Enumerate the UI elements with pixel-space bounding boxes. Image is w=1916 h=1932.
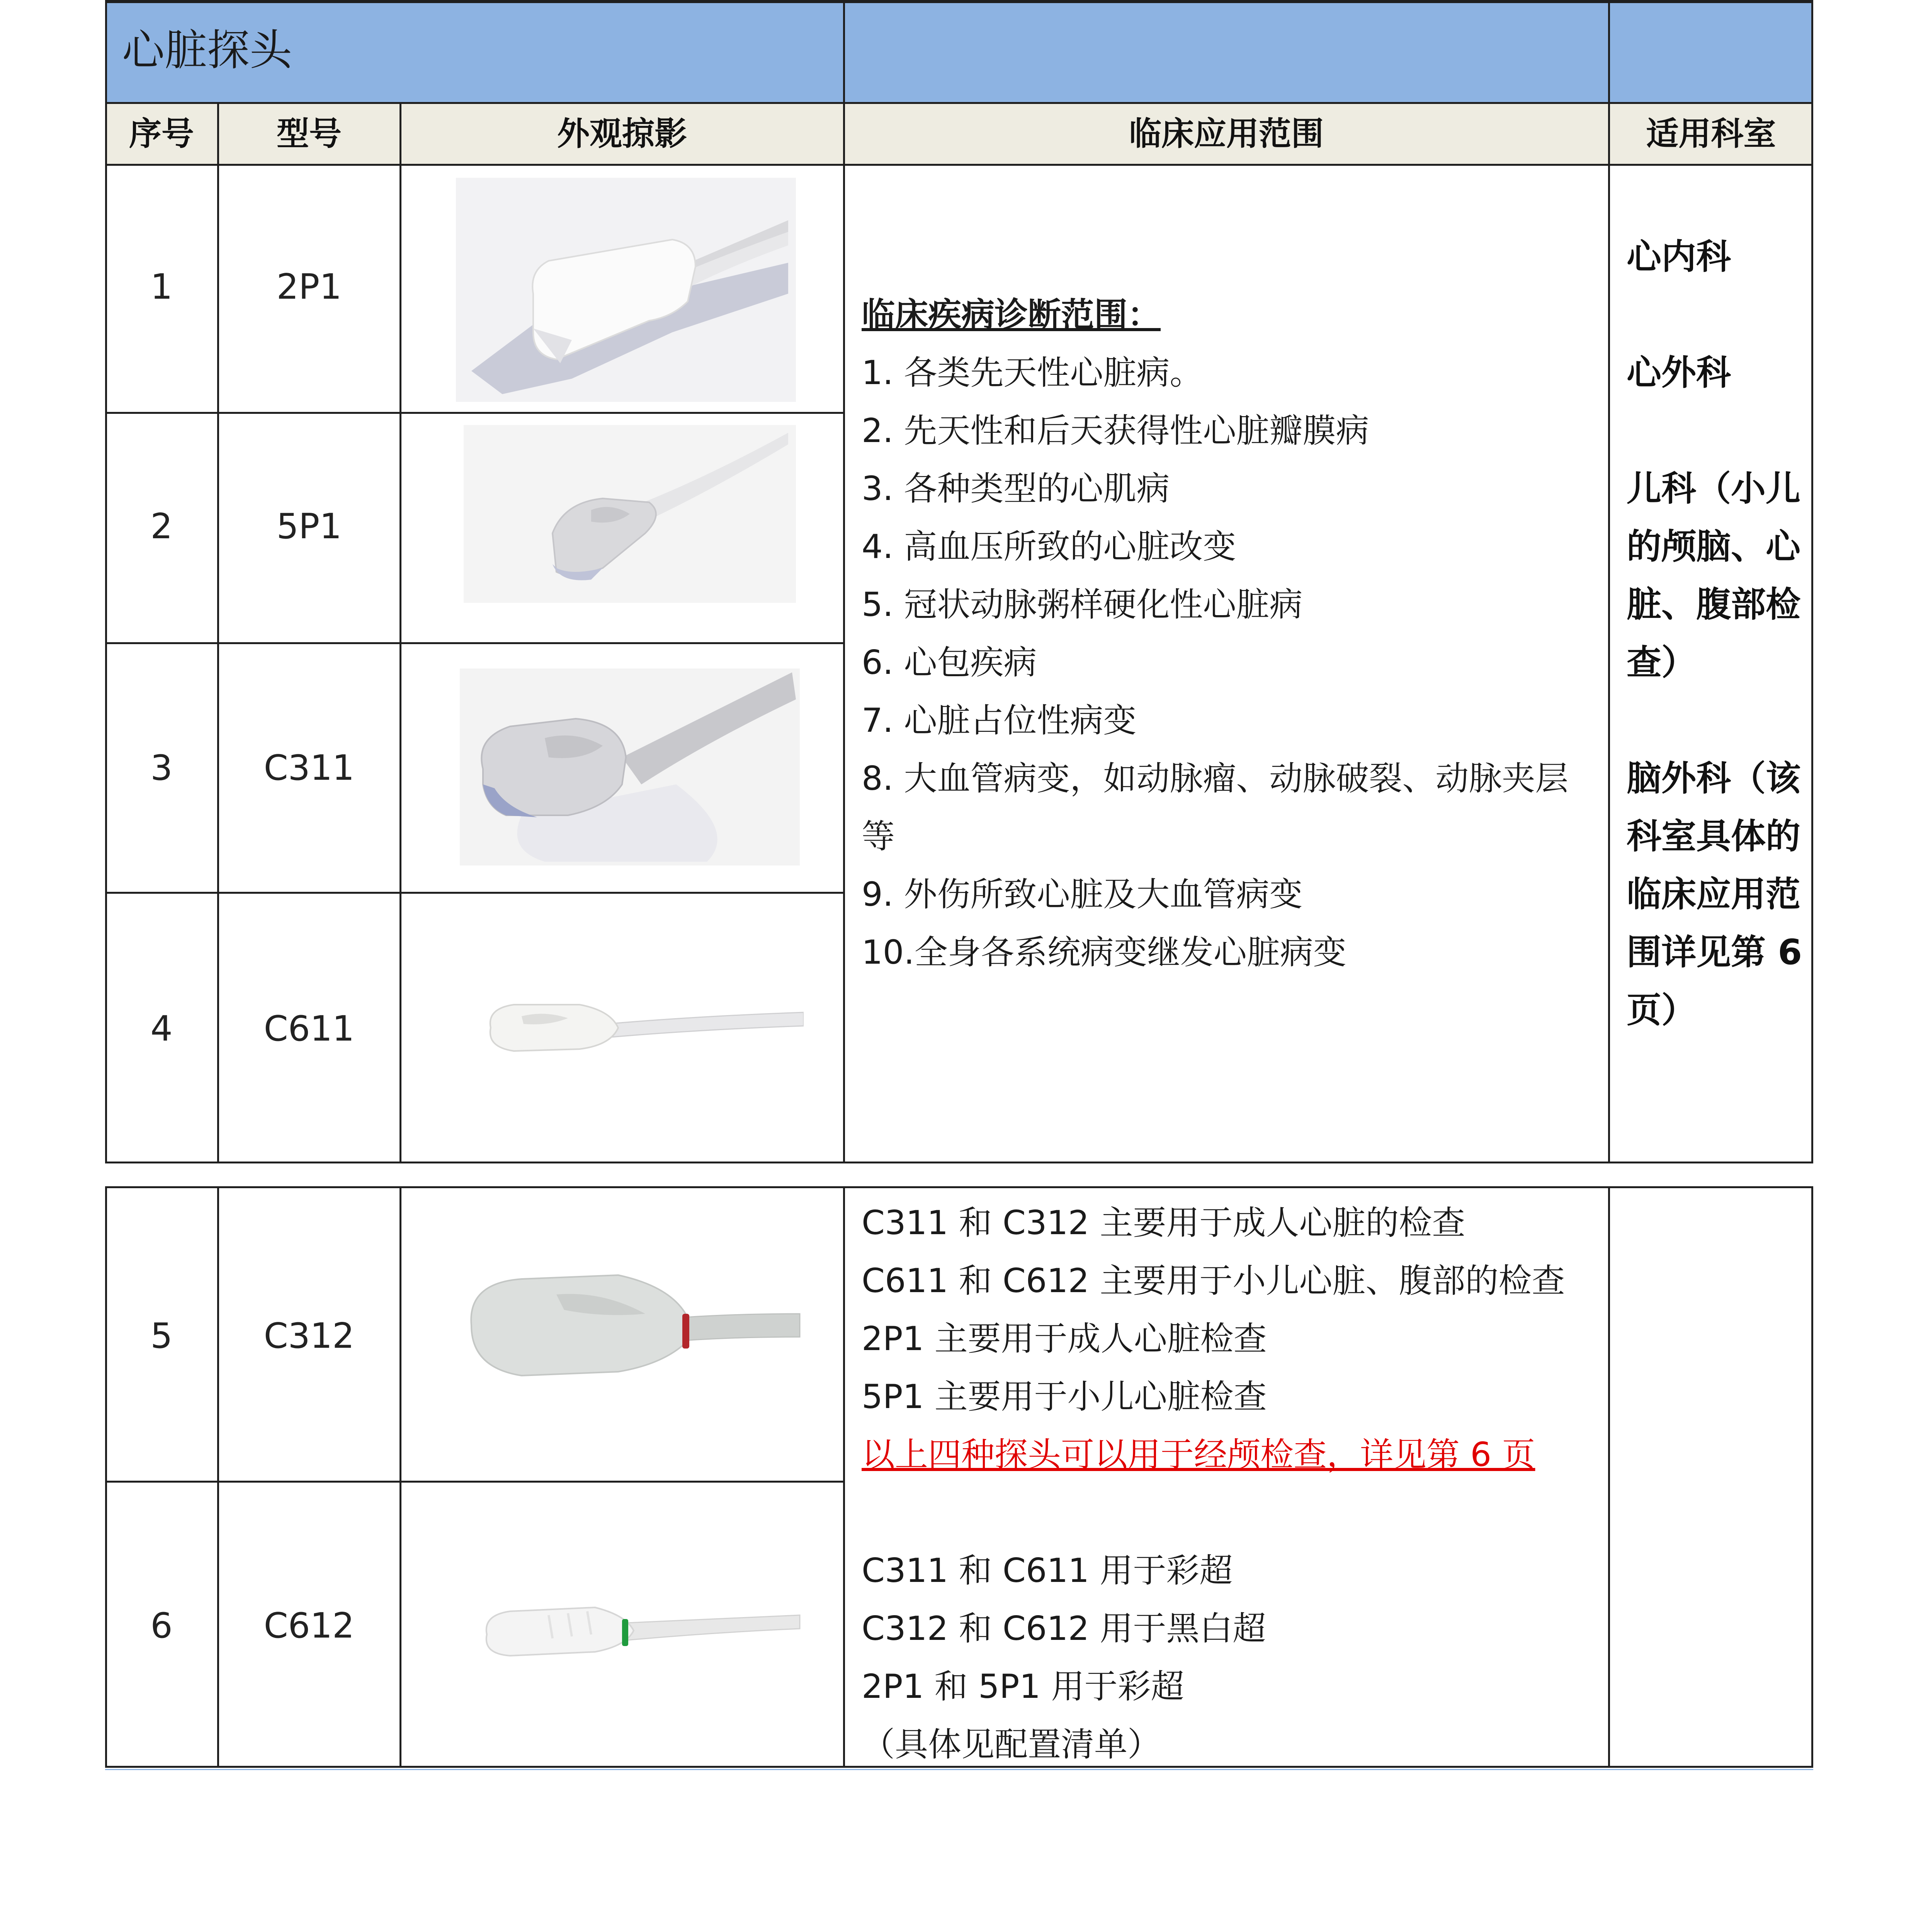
clinical-item: 3. 各种类型的心肌病: [862, 469, 1170, 508]
table2-col-border: [217, 1186, 219, 1768]
row-no: 5: [150, 1316, 173, 1356]
convex-probe-icon: [460, 668, 800, 866]
header-model: 型号: [218, 103, 400, 165]
table2-left-border: [105, 1186, 107, 1768]
header-no: 序号: [105, 103, 218, 165]
clinical-item: 6. 心包疾病: [862, 643, 1037, 682]
row-divider: [105, 412, 844, 414]
table1-col-border: [400, 103, 401, 1163]
header-photo: 外观掠影: [400, 103, 844, 165]
dept-neurosurgery-line: 页）: [1627, 990, 1696, 1031]
table1-bottom-border: [105, 1162, 1813, 1163]
row-no: 1: [150, 267, 173, 307]
row-model: C611: [264, 1009, 355, 1049]
dept-cardiac-surgery: 心外科: [1627, 352, 1731, 393]
note-line: C312 和 C612 用于黑白超: [862, 1609, 1266, 1648]
clinical-item: 2. 先天性和后天获得性心脏瓣膜病: [862, 412, 1369, 450]
section-title-bar: [105, 3, 1813, 103]
sector-probe-icon: [456, 178, 796, 402]
micro-convex-probe-green-band-icon: [479, 1592, 804, 1669]
row-model: C312: [264, 1316, 355, 1356]
clinical-item: 7. 心脏占位性病变: [862, 701, 1137, 740]
table1-top-border: [105, 0, 1813, 3]
table2-col-border: [1608, 1186, 1610, 1768]
table1-left-border: [105, 0, 107, 1163]
clinical-item: 9. 外伤所致心脏及大血管病变: [862, 875, 1303, 914]
row-divider: [105, 642, 844, 644]
dept-neurosurgery-line: 围详见第 6: [1627, 932, 1802, 973]
note-line: 2P1 主要用于成人心脏检查: [862, 1320, 1267, 1358]
row-divider: [105, 892, 844, 894]
table1-col-border: [217, 103, 219, 1163]
row-model: 2P1: [276, 267, 342, 307]
row-no: 3: [150, 748, 173, 788]
table1-col-border: [843, 0, 845, 1163]
note-line: 2P1 和 5P1 用于彩超: [862, 1667, 1184, 1706]
micro-convex-probe-icon: [479, 989, 804, 1066]
convex-probe-red-band-icon: [464, 1260, 804, 1383]
small-sector-probe-icon: [464, 425, 796, 603]
note-line: C311 和 C611 用于彩超: [862, 1551, 1233, 1590]
table2-col-border: [843, 1186, 845, 1768]
clinical-item: 10.全身各系统病变继发心脏病变: [862, 933, 1346, 972]
dept-cardiology: 心内科: [1627, 236, 1731, 277]
dept-neurosurgery-line: 临床应用范: [1627, 874, 1800, 915]
row-no: 4: [150, 1009, 173, 1049]
clinical-item: 5. 冠状动脉粥样硬化性心脏病: [862, 585, 1303, 624]
clinical-item: 等: [862, 817, 895, 856]
note-line: C311 和 C312 主要用于成人心脏的检查: [862, 1204, 1465, 1242]
dept-pediatrics-line: 儿科（小儿: [1627, 468, 1800, 509]
header-clinical: 临床应用范围: [844, 103, 1609, 165]
table1-header-border: [105, 164, 1813, 166]
table2-top-border: [105, 1186, 1813, 1188]
table1-right-border: [1811, 0, 1813, 1163]
clinical-item: 4. 高血压所致的心脏改变: [862, 527, 1236, 566]
row-model: C311: [264, 748, 355, 788]
row-model: 5P1: [276, 506, 342, 547]
note-line: （具体见配置清单）: [862, 1725, 1161, 1764]
clinical-heading: 临床疾病诊断范围：: [862, 296, 1161, 334]
dept-pediatrics-line: 的颅脑、心: [1627, 526, 1800, 567]
row-divider: [105, 1481, 844, 1483]
dept-neurosurgery-line: 科室具体的: [1627, 816, 1800, 857]
note-line: 5P1 主要用于小儿心脏检查: [862, 1378, 1267, 1416]
transcranial-note-link[interactable]: 以上四种探头可以用于经颅检查，详见第 6 页: [862, 1435, 1535, 1474]
note-line: C611 和 C612 主要用于小儿心脏、腹部的检查: [862, 1262, 1565, 1300]
row-no: 6: [150, 1605, 173, 1646]
table2-col-border: [400, 1186, 401, 1768]
clinical-item: 8. 大血管病变，如动脉瘤、动脉破裂、动脉夹层: [862, 759, 1569, 798]
table1-col-border: [1608, 0, 1610, 1163]
header-dept: 适用科室: [1609, 103, 1813, 165]
dept-pediatrics-line: 脏、腹部检: [1627, 584, 1800, 625]
table2-right-border: [1811, 1186, 1813, 1768]
clinical-item: 1. 各类先天性心脏病。: [862, 354, 1203, 392]
row-no: 2: [150, 506, 173, 547]
dept-neurosurgery-line: 脑外科（该: [1627, 758, 1800, 799]
row-model: C612: [264, 1605, 355, 1646]
dept-pediatrics-line: 查）: [1627, 642, 1696, 683]
section-title: 心脏探头: [122, 26, 292, 75]
table1-title-border: [105, 102, 1813, 104]
